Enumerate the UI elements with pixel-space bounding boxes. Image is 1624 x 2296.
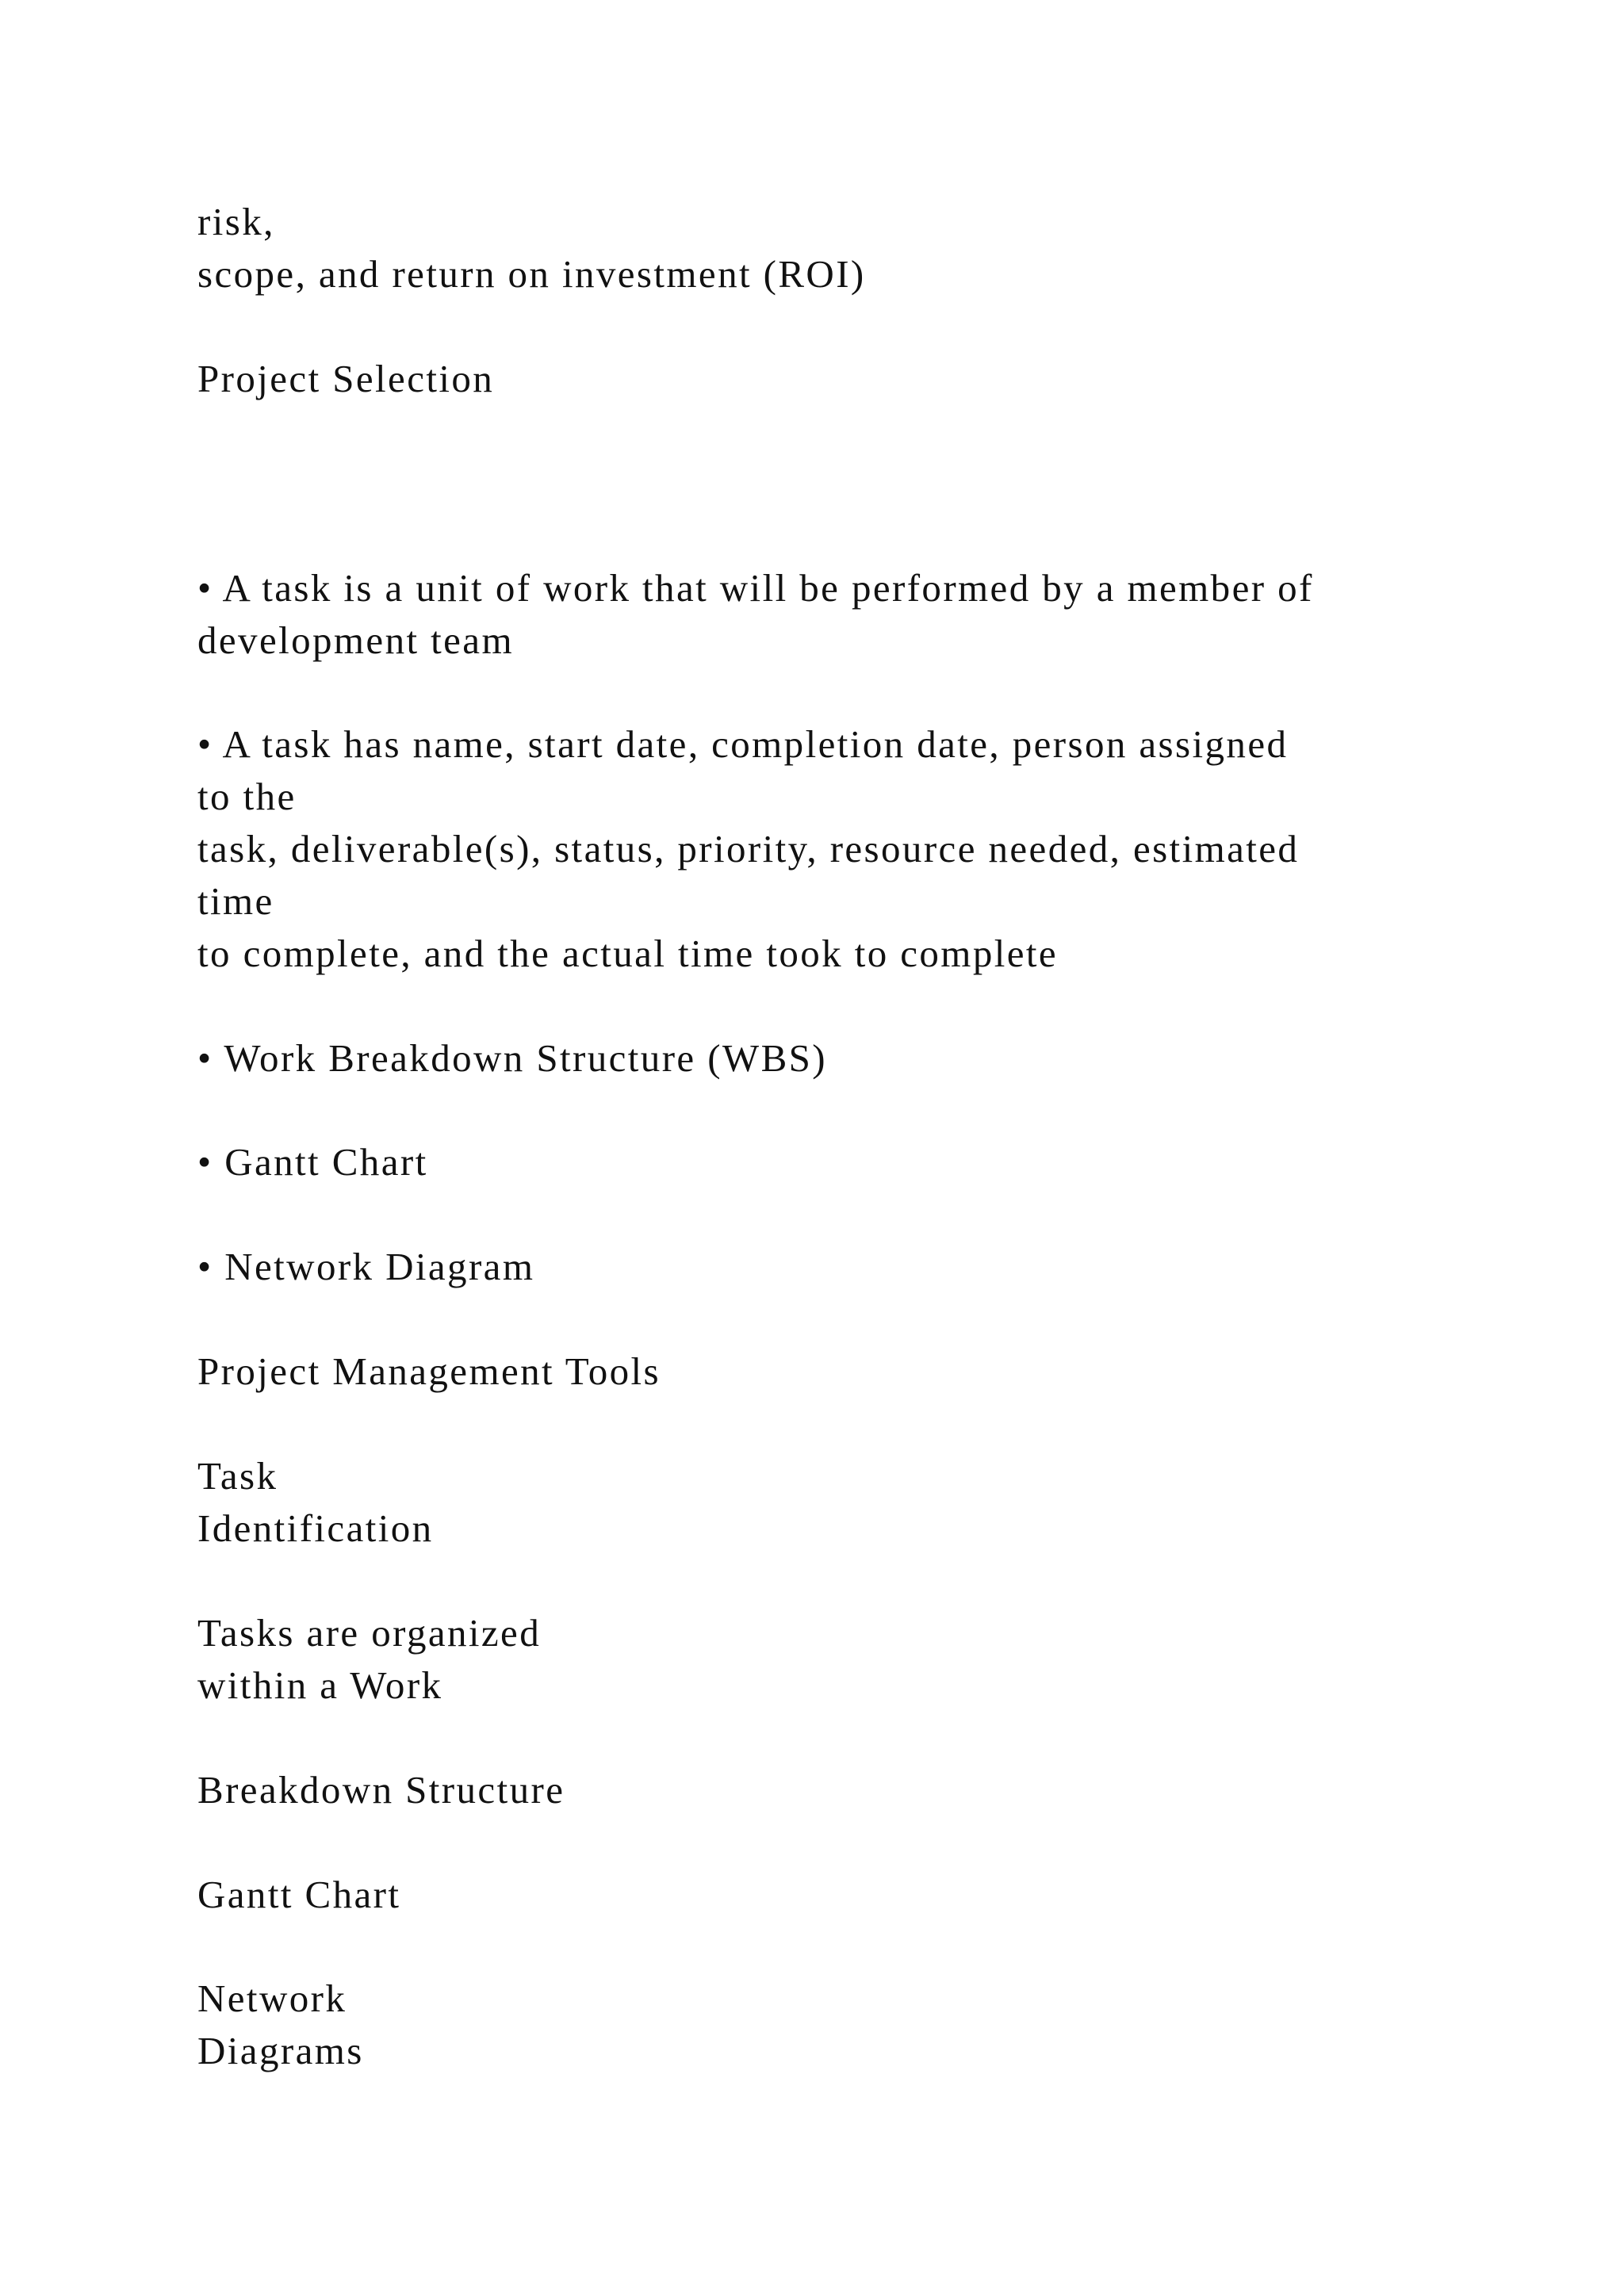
text-line-diagrams: Diagrams [197, 2029, 364, 2072]
text-line-to-complete: to complete, and the actual time took to complete [197, 932, 1059, 975]
bullet-gantt-chart: • Gantt Chart [197, 1140, 428, 1184]
text-line-identification: Identification [197, 1506, 434, 1550]
bullet-task-definition: • A task is a unit of work that will be performed by a member of [197, 566, 1314, 610]
text-line-within-a-work: within a Work [197, 1663, 443, 1707]
text-line-to-the: to the [197, 775, 297, 818]
text-line-development-team: development team [197, 618, 514, 662]
text-line-task: Task [197, 1454, 278, 1498]
text-line-breakdown-structure: Breakdown Structure [197, 1768, 565, 1812]
heading-project-management-tools: Project Management Tools [197, 1349, 661, 1393]
text-line-task-deliverables: task, deliverable(s), status, priority, resource needed, estimated [197, 827, 1300, 871]
text-line-tasks-organized: Tasks are organized [197, 1611, 542, 1655]
bullet-network-diagram: • Network Diagram [197, 1245, 535, 1288]
text-line-gantt-chart: Gantt Chart [197, 1873, 401, 1916]
bullet-task-attributes: • A task has name, start date, completion date, person assigned [197, 722, 1289, 766]
bullet-wbs: • Work Breakdown Structure (WBS) [197, 1036, 828, 1080]
text-line-time: time [197, 879, 274, 923]
heading-project-selection: Project Selection [197, 357, 495, 400]
text-line-network: Network [197, 1976, 347, 2020]
text-line-scope-roi: scope, and return on investment (ROI) [197, 252, 866, 296]
text-line-risk: risk, [197, 200, 275, 243]
